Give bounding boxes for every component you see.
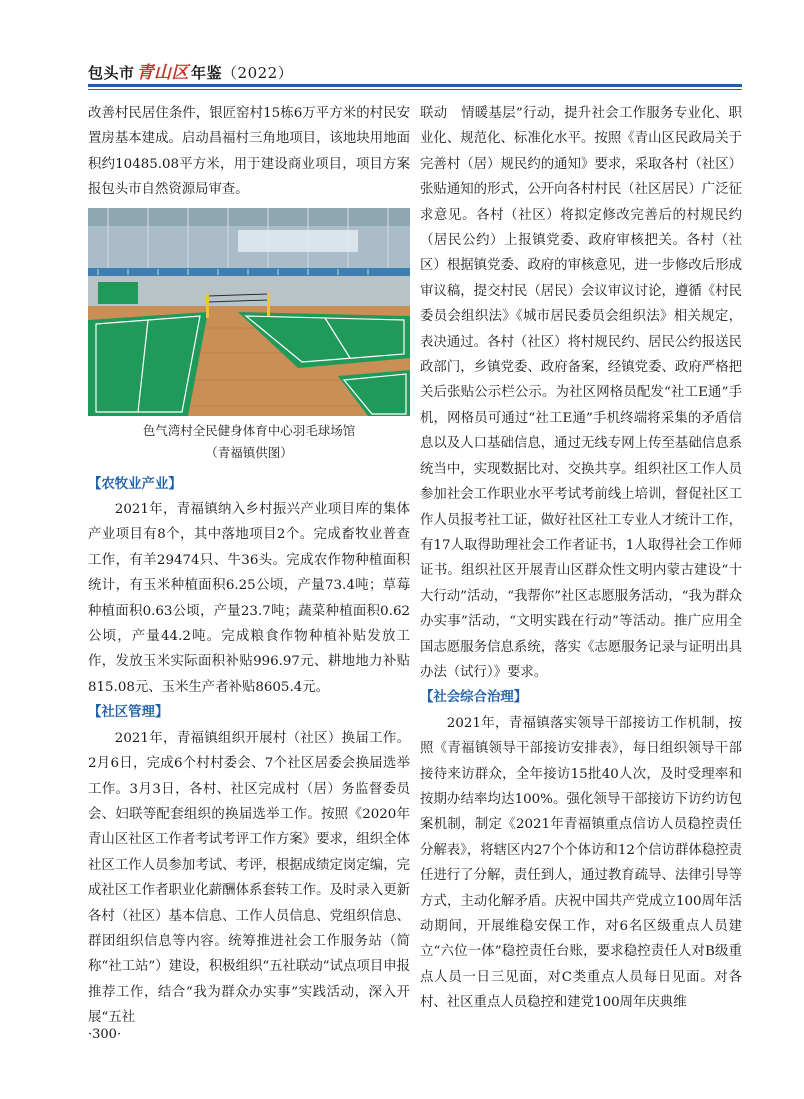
community-heading: 【社区管理】 (88, 705, 169, 721)
page-number: ·300· (88, 1027, 122, 1042)
agriculture-heading: 【农牧业产业】 (88, 476, 182, 492)
agriculture-paragraph: 2021年，青福镇纳入乡村振兴产业项目库的集体产业项目有8个，其中落地项目2个。完成畜牧业普查工作，有羊29474只、牛36头。完成农作物种植面积统计，有玉米种植面积6.25公顷，产量73.4吨；草莓种植面积0.63公顷，产量23.7吨；蔬菜种植面积0.62公顷，产量44.2吨。完成粮食作物种植补贴发放工作，发放玉米实际面积补贴996.97元、耕地地力补贴815.08元、玉米生产者补贴8605.4元。 (88, 502, 410, 695)
intro-paragraph: 改善村民居住条件，银匠窑村15栋6万平方米的村民安置房基本建成。启动昌福村三角地项目，该地块用地面积约10485.08平方米，用于建设商业项目，项目方案报包头市自然资源局审查。 (88, 106, 410, 198)
community-paragraph-continued: 联动 情暖基层”行动，提升社会工作服务专业化、职业化、规范化、标准化水平。按照《青山区民政局关于完善村（居）规民约的通知》要求，采取各村（社区）张贴通知的形式，公开向各村村民（社区居民）广泛征求意见。各村（社区）将拟定修改完善后的村规民约（居民公约）上报镇党委、政府审核把关。各村（社区）根据镇党委、政府的审核意见，进一步修改后形成审议稿，提交村民（居民）会议审议讨论，遵循《村民委员会组织法》《城市居民委员会组织法》相关规定，表决通过。各村（社区）将村规民约、居民公约报送民政部门，乡镇党委、政府备案，经镇党委、政府严格把关后张贴公示栏公示。为社区网格员配发“社工E通”手机，网格员可通过“社工E通”手机终端将采集的矛盾信息以及人口基础信息，通过无线专网上传至基础信息系统当中，实现数据比对、交换共享。组织社区工作人员参加社会工作职业水平考试考前线上培训，督促社区工作人员报考社工证，做好社区社工专业人才统计工作，有17人取得助理社会工作者证书，1人取得社会工作师证书。组织社区开展青山区群众性文明内蒙古建设“十大行动”活动，“我帮你”社区志愿服务活动，“我为群众办实事”活动，“文明实践在行动”等活动。推广应用全国志愿服务信息系统，落实《志愿服务记录与证明出具办法（试行）》要求。 (420, 106, 742, 680)
header-year: （2022） (222, 64, 294, 82)
badminton-hall-photo (88, 208, 410, 416)
governance-paragraph: 2021年，青福镇落实领导干部接访工作机制，按照《青福镇领导干部接访安排表》，每日组织领导干部接待来访群众，全年接访15批40人次，及时受理率和按期办结率均达100%。强化领导干部接访下访约访包案机制，制定《2021年青福镇重点信访人员稳控责任分解表》，将辖区内27个个体访和12个信访群体稳控责任进行了分解，责任到人，通过教育疏导、法律引导等方式，主动化解矛盾。庆祝中国共产党成立100周年活动期间，开展维稳安保工作，对6名区级重点人员建立“六位一体”稳控责任台账，要求稳控责任人对B级重点人员一日三见面，对C类重点人员每日见面。对各村、社区重点人员稳控和建党100周年庆典维 (420, 715, 742, 1011)
governance-heading: 【社会综合治理】 (420, 690, 528, 706)
photo-caption-line2: （青福镇供图） (205, 444, 293, 460)
photo-caption (88, 420, 410, 464)
header-rule-thin (88, 89, 742, 90)
right-column (420, 101, 742, 1016)
header-district: 青山区 (136, 63, 190, 83)
badminton-hall-illustration (88, 208, 410, 416)
running-header (88, 58, 293, 83)
header-rule (88, 84, 742, 87)
left-column (88, 101, 410, 1031)
header-city: 包头市 (88, 64, 135, 82)
community-paragraph: 2021年，青福镇组织开展村（社区）换届工作。2月6日，完成6个村村委会、7个社区居委会换届选举工作。3月3日，各村、社区完成村（居）务监督委员会、妇联等配套组织的换届选举工作。按照《2020年青山区社区工作者考试考评工作方案》要求，组织全体社区工作人员参加考试、考评，根据成绩定岗定编，完成社区工作者职业化薪酬体系套转工作。及时录入更新各村（社区）基本信息、工作人员信息、党组织信息、群团组织信息等内容。统筹推进社会工作服务站（简称“社工站”）建设，积极组织“五社联动”试点项目申报推荐工作，结合“我为群众办实事”实践活动，深入开展“五社 (88, 730, 410, 1026)
photo-caption-line1: 色气湾村全民健身体育中心羽毛球场馆 (142, 422, 356, 438)
header-book: 年鉴 (191, 64, 223, 82)
